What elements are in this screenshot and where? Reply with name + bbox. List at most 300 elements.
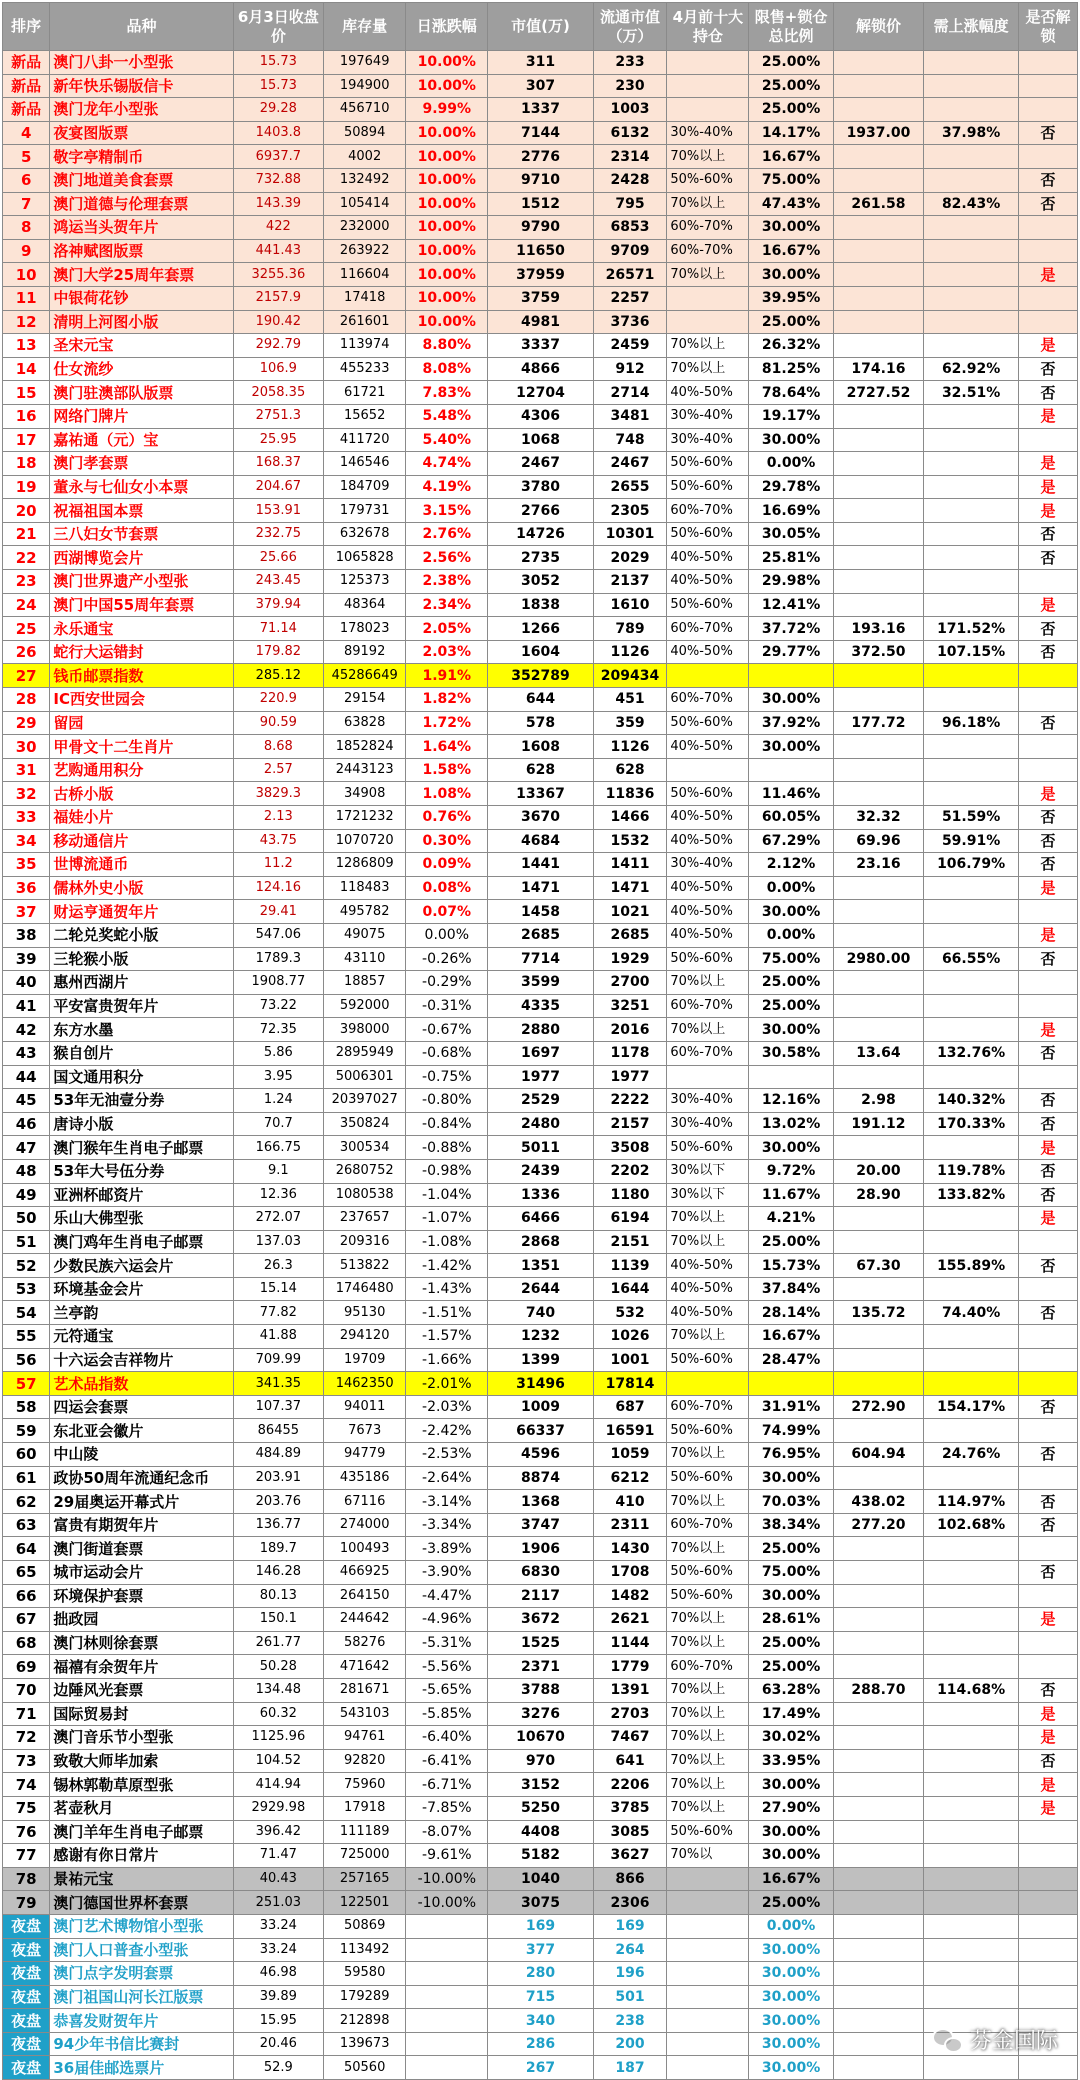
cell-name: 洛神赋图版票: [50, 239, 233, 263]
cell-name: 鸿运当头贺年片: [50, 216, 233, 240]
header-need-rise: 需上涨幅度: [924, 3, 1019, 51]
cell-ratio: 30.00%: [749, 900, 833, 924]
cell-float-mcap: 16591: [593, 1419, 667, 1443]
cell-close: 12.36: [233, 1183, 324, 1207]
cell-unlock-price: [833, 1561, 924, 1585]
cell-need-rise: [924, 1136, 1019, 1160]
cell-float-mcap: 3481: [593, 404, 667, 428]
cell-close: 189.7: [233, 1537, 324, 1561]
cell-unlocked: [1018, 1938, 1077, 1962]
table-row: [3, 499, 1078, 523]
cell-stock: 2680752: [324, 1159, 406, 1183]
cell-rank: 54: [3, 1301, 50, 1325]
cell-holding: 30%-40%: [667, 1112, 749, 1136]
cell-close: 6937.7: [233, 145, 324, 169]
cell-rank: 46: [3, 1112, 50, 1136]
cell-unlock-price: [833, 428, 924, 452]
cell-unlocked: 否: [1018, 1513, 1077, 1537]
cell-change: 4.19%: [406, 475, 488, 499]
cell-unlock-price: 2980.00: [833, 947, 924, 971]
table-row: [3, 617, 1078, 641]
cell-mcap: 2880: [488, 1018, 593, 1042]
cell-name: 永乐通宝: [50, 617, 233, 641]
cell-change: 1.64%: [406, 735, 488, 759]
cell-ratio: 25.81%: [749, 546, 833, 570]
cell-holding: 50%-60%: [667, 1820, 749, 1844]
cell-rank: 38: [3, 923, 50, 947]
cell-need-rise: [924, 1938, 1019, 1962]
cell-unlock-price: [833, 1419, 924, 1443]
table-header: [3, 3, 1078, 51]
cell-need-rise: [924, 758, 1019, 782]
cell-mcap: 3075: [488, 1891, 593, 1915]
table-row: [3, 1112, 1078, 1136]
cell-ratio: 76.95%: [749, 1443, 833, 1467]
cell-rank: 44: [3, 1065, 50, 1089]
table-row: [3, 1089, 1078, 1113]
cell-unlocked: [1018, 735, 1077, 759]
cell-ratio: 25.00%: [749, 1537, 833, 1561]
cell-stock: 179289: [324, 1985, 406, 2009]
cell-float-mcap: 410: [593, 1490, 667, 1514]
cell-close: 484.89: [233, 1443, 324, 1467]
cell-unlock-price: [833, 688, 924, 712]
cell-change: 10.00%: [406, 263, 488, 287]
cell-close: 107.37: [233, 1395, 324, 1419]
cell-stock: 17418: [324, 286, 406, 310]
cell-holding: 70%以上: [667, 1490, 749, 1514]
cell-holding: 40%-50%: [667, 829, 749, 853]
table-row: [3, 1962, 1078, 1986]
cell-unlock-price: [833, 404, 924, 428]
cell-float-mcap: 912: [593, 357, 667, 381]
cell-float-mcap: 187: [593, 2056, 667, 2080]
cell-ratio: 28.61%: [749, 1608, 833, 1632]
cell-ratio: 16.69%: [749, 499, 833, 523]
cell-float-mcap: 1929: [593, 947, 667, 971]
cell-float-mcap: 1178: [593, 1041, 667, 1065]
cell-name: 世博流通币: [50, 853, 233, 877]
cell-rank: 8: [3, 216, 50, 240]
cell-need-rise: [924, 688, 1019, 712]
cell-change: 7.83%: [406, 381, 488, 405]
cell-holding: [667, 1372, 749, 1396]
cell-float-mcap: 6212: [593, 1466, 667, 1490]
cell-change: 10.00%: [406, 168, 488, 192]
cell-unlocked: 否: [1018, 806, 1077, 830]
cell-unlocked: [1018, 1820, 1077, 1844]
cell-mcap: 1368: [488, 1490, 593, 1514]
cell-unlocked: 否: [1018, 711, 1077, 735]
cell-float-mcap: 238: [593, 2009, 667, 2033]
cell-name: 29届奥运开幕式片: [50, 1490, 233, 1514]
cell-mcap: 3780: [488, 475, 593, 499]
cell-ratio: 30.00%: [749, 2056, 833, 2080]
cell-ratio: 28.47%: [749, 1348, 833, 1372]
cell-name: 少数民族六运会片: [50, 1254, 233, 1278]
cell-stock: 105414: [324, 192, 406, 216]
cell-need-rise: [924, 168, 1019, 192]
cell-unlock-price: [833, 51, 924, 75]
cell-close: 1908.77: [233, 971, 324, 995]
cell-mcap: 1604: [488, 640, 593, 664]
cell-close: 243.45: [233, 570, 324, 594]
cell-unlocked: [1018, 1065, 1077, 1089]
cell-unlock-price: [833, 593, 924, 617]
cell-unlocked: 是: [1018, 876, 1077, 900]
cell-unlock-price: [833, 1348, 924, 1372]
cell-close: 70.7: [233, 1112, 324, 1136]
cell-unlocked: 否: [1018, 947, 1077, 971]
cell-name: 亚洲杯邮资片: [50, 1183, 233, 1207]
cell-float-mcap: 3736: [593, 310, 667, 334]
cell-rank: 33: [3, 806, 50, 830]
cell-unlocked: [1018, 1867, 1077, 1891]
cell-need-rise: [924, 900, 1019, 924]
cell-stock: 113492: [324, 1938, 406, 1962]
cell-name: 环境保护套票: [50, 1584, 233, 1608]
cell-stock: 471642: [324, 1655, 406, 1679]
cell-float-mcap: 11836: [593, 782, 667, 806]
cell-rank: 夜盘: [3, 1914, 50, 1938]
cell-unlocked: [1018, 1325, 1077, 1349]
cell-change: -1.51%: [406, 1301, 488, 1325]
cell-unlock-price: [833, 1230, 924, 1254]
cell-rank: 17: [3, 428, 50, 452]
cell-unlocked: [1018, 570, 1077, 594]
cell-holding: 30%-40%: [667, 428, 749, 452]
header-ratio: 限售+锁仓总比例: [749, 3, 833, 51]
cell-need-rise: [924, 1372, 1019, 1396]
cell-need-rise: 114.97%: [924, 1490, 1019, 1514]
cell-unlocked: [1018, 1230, 1077, 1254]
cell-need-rise: 32.51%: [924, 381, 1019, 405]
cell-holding: 70%以上: [667, 1678, 749, 1702]
cell-ratio: 25.00%: [749, 1655, 833, 1679]
cell-stock: 1746480: [324, 1277, 406, 1301]
cell-change: -3.89%: [406, 1537, 488, 1561]
cell-holding: 60%-70%: [667, 1395, 749, 1419]
cell-name: 夜宴图版票: [50, 121, 233, 145]
cell-stock: 100493: [324, 1537, 406, 1561]
header-unlocked: 是否解锁: [1018, 3, 1077, 51]
table-row: [3, 2032, 1078, 2056]
cell-rank: 59: [3, 1419, 50, 1443]
cell-rank: 20: [3, 499, 50, 523]
cell-need-rise: 37.98%: [924, 121, 1019, 145]
table-row: [3, 168, 1078, 192]
cell-change: [406, 2009, 488, 2033]
cell-name: 圣宋元宝: [50, 334, 233, 358]
cell-unlocked: 否: [1018, 1678, 1077, 1702]
cell-mcap: 1040: [488, 1867, 593, 1891]
cell-name: 仕女流纱: [50, 357, 233, 381]
cell-stock: 95130: [324, 1301, 406, 1325]
cell-float-mcap: 1482: [593, 1584, 667, 1608]
cell-rank: 49: [3, 1183, 50, 1207]
cell-name: 53年无油壹分券: [50, 1089, 233, 1113]
cell-close: 179.82: [233, 640, 324, 664]
cell-rank: 23: [3, 570, 50, 594]
cell-change: 8.08%: [406, 357, 488, 381]
cell-holding: 50%-60%: [667, 1348, 749, 1372]
cell-change: -2.64%: [406, 1466, 488, 1490]
cell-change: [406, 1985, 488, 2009]
cell-stock: 1080538: [324, 1183, 406, 1207]
cell-close: 232.75: [233, 522, 324, 546]
cell-stock: 257165: [324, 1867, 406, 1891]
cell-mcap: 1266: [488, 617, 593, 641]
header-unlock-price: 解锁价: [833, 3, 924, 51]
cell-mcap: 377: [488, 1938, 593, 1962]
cell-change: 10.00%: [406, 310, 488, 334]
cell-ratio: 30.00%: [749, 1773, 833, 1797]
cell-close: 39.89: [233, 1985, 324, 2009]
cell-unlock-price: 193.16: [833, 617, 924, 641]
cell-need-rise: [924, 310, 1019, 334]
cell-holding: 70%以上: [667, 334, 749, 358]
cell-holding: 70%以上: [667, 357, 749, 381]
cell-need-rise: [924, 1773, 1019, 1797]
cell-unlock-price: 1937.00: [833, 121, 924, 145]
table-row: [3, 1773, 1078, 1797]
cell-unlocked: 否: [1018, 853, 1077, 877]
cell-need-rise: [924, 1844, 1019, 1868]
cell-rank: 68: [3, 1631, 50, 1655]
cell-mcap: 9710: [488, 168, 593, 192]
cell-unlock-price: [833, 145, 924, 169]
cell-stock: 1721232: [324, 806, 406, 830]
table-row: [3, 1820, 1078, 1844]
cell-rank: 62: [3, 1490, 50, 1514]
cell-unlocked: 是: [1018, 1702, 1077, 1726]
cell-mcap: 1838: [488, 593, 593, 617]
wechat-icon: [932, 2028, 962, 2052]
cell-float-mcap: 2029: [593, 546, 667, 570]
cell-close: 5.86: [233, 1041, 324, 1065]
cell-float-mcap: 866: [593, 1867, 667, 1891]
cell-unlock-price: 67.30: [833, 1254, 924, 1278]
cell-ratio: 28.14%: [749, 1301, 833, 1325]
cell-change: 5.48%: [406, 404, 488, 428]
cell-mcap: 715: [488, 1985, 593, 2009]
cell-holding: 60%-70%: [667, 688, 749, 712]
cell-stock: 122501: [324, 1891, 406, 1915]
cell-unlock-price: 288.70: [833, 1678, 924, 1702]
cell-rank: 60: [3, 1443, 50, 1467]
cell-unlocked: [1018, 1584, 1077, 1608]
cell-change: -1.57%: [406, 1325, 488, 1349]
table-row: [3, 1230, 1078, 1254]
cell-holding: 50%-60%: [667, 475, 749, 499]
cell-need-rise: [924, 1277, 1019, 1301]
cell-ratio: 25.00%: [749, 1891, 833, 1915]
table-row: [3, 2009, 1078, 2033]
cell-need-rise: 96.18%: [924, 711, 1019, 735]
cell-holding: 60%-70%: [667, 617, 749, 641]
table-row: [3, 1018, 1078, 1042]
header-mcap: 市值(万): [488, 3, 593, 51]
cell-change: 2.56%: [406, 546, 488, 570]
cell-ratio: 30.00%: [749, 688, 833, 712]
cell-name: 澳门人口普查小型张: [50, 1938, 233, 1962]
cell-float-mcap: 1059: [593, 1443, 667, 1467]
cell-close: 261.77: [233, 1631, 324, 1655]
cell-need-rise: [924, 1726, 1019, 1750]
cell-need-rise: [924, 2056, 1019, 2080]
cell-ratio: 67.29%: [749, 829, 833, 853]
cell-mcap: 4684: [488, 829, 593, 853]
cell-need-rise: 24.76%: [924, 1443, 1019, 1467]
cell-close: 153.91: [233, 499, 324, 523]
cell-ratio: 14.17%: [749, 121, 833, 145]
cell-change: -0.26%: [406, 947, 488, 971]
cell-rank: 24: [3, 593, 50, 617]
header-stock: 库存量: [324, 3, 406, 51]
table-row: [3, 853, 1078, 877]
cell-rank: 29: [3, 711, 50, 735]
cell-holding: 50%-60%: [667, 522, 749, 546]
cell-close: 15.73: [233, 51, 324, 75]
cell-need-rise: [924, 522, 1019, 546]
cell-name: 澳门鸡年生肖电子邮票: [50, 1230, 233, 1254]
table-row: [3, 1183, 1078, 1207]
cell-need-rise: [924, 1631, 1019, 1655]
table-row: [3, 1891, 1078, 1915]
cell-close: 168.37: [233, 452, 324, 476]
cell-ratio: 29.98%: [749, 570, 833, 594]
cell-close: 1.24: [233, 1089, 324, 1113]
cell-rank: 48: [3, 1159, 50, 1183]
cell-unlock-price: [833, 876, 924, 900]
cell-rank: 36: [3, 876, 50, 900]
table-row: [3, 334, 1078, 358]
cell-close: 80.13: [233, 1584, 324, 1608]
cell-close: 3.95: [233, 1065, 324, 1089]
cell-stock: 132492: [324, 168, 406, 192]
cell-close: 104.52: [233, 1749, 324, 1773]
cell-unlocked: 是: [1018, 263, 1077, 287]
cell-change: 10.00%: [406, 239, 488, 263]
cell-name: 东方水墨: [50, 1018, 233, 1042]
cell-unlock-price: 135.72: [833, 1301, 924, 1325]
cell-name: 城市运动会片: [50, 1561, 233, 1585]
cell-mcap: 2868: [488, 1230, 593, 1254]
cell-rank: 72: [3, 1726, 50, 1750]
cell-mcap: 1337: [488, 98, 593, 122]
cell-need-rise: 154.17%: [924, 1395, 1019, 1419]
cell-name: 澳门中国55周年套票: [50, 593, 233, 617]
cell-rank: 39: [3, 947, 50, 971]
cell-unlocked: [1018, 1914, 1077, 1938]
cell-rank: 16: [3, 404, 50, 428]
cell-unlock-price: [833, 1537, 924, 1561]
table-row: [3, 1372, 1078, 1396]
cell-float-mcap: 1001: [593, 1348, 667, 1372]
table-row: [3, 593, 1078, 617]
cell-stock: 398000: [324, 1018, 406, 1042]
cell-change: -4.47%: [406, 1584, 488, 1608]
cell-holding: 70%以上: [667, 1230, 749, 1254]
cell-unlock-price: [833, 452, 924, 476]
cell-holding: 50%-60%: [667, 1136, 749, 1160]
cell-mcap: 1399: [488, 1348, 593, 1372]
cell-need-rise: [924, 334, 1019, 358]
cell-float-mcap: 2467: [593, 452, 667, 476]
cell-holding: 40%-50%: [667, 1301, 749, 1325]
cell-close: 441.43: [233, 239, 324, 263]
cell-float-mcap: 2655: [593, 475, 667, 499]
cell-name: 澳门街道套票: [50, 1537, 233, 1561]
table-row: [3, 522, 1078, 546]
cell-holding: [667, 664, 749, 688]
table-body: [3, 51, 1078, 2080]
cell-need-rise: 66.55%: [924, 947, 1019, 971]
cell-float-mcap: 1708: [593, 1561, 667, 1585]
cell-name: 财运亨通贺年片: [50, 900, 233, 924]
cell-change: -5.85%: [406, 1702, 488, 1726]
cell-unlocked: 否: [1018, 357, 1077, 381]
cell-close: 272.07: [233, 1207, 324, 1231]
cell-name: 中山陵: [50, 1443, 233, 1467]
cell-change: 1.08%: [406, 782, 488, 806]
cell-float-mcap: 2314: [593, 145, 667, 169]
cell-name: 澳门世界遗产小型张: [50, 570, 233, 594]
cell-change: -0.29%: [406, 971, 488, 995]
cell-close: 251.03: [233, 1891, 324, 1915]
cell-float-mcap: 2311: [593, 1513, 667, 1537]
cell-unlock-price: [833, 1985, 924, 2009]
cell-name: 唐诗小版: [50, 1112, 233, 1136]
cell-rank: 新品: [3, 74, 50, 98]
cell-stock: 15652: [324, 404, 406, 428]
cell-ratio: 30.00%: [749, 428, 833, 452]
cell-close: 77.82: [233, 1301, 324, 1325]
cell-rank: 21: [3, 522, 50, 546]
cell-rank: 56: [3, 1348, 50, 1372]
cell-ratio: 16.67%: [749, 145, 833, 169]
cell-ratio: [749, 758, 833, 782]
cell-close: 15.95: [233, 2009, 324, 2033]
cell-unlock-price: [833, 1277, 924, 1301]
cell-holding: [667, 1962, 749, 1986]
cell-unlock-price: 604.94: [833, 1443, 924, 1467]
cell-need-rise: [924, 98, 1019, 122]
cell-stock: 1852824: [324, 735, 406, 759]
cell-holding: [667, 1985, 749, 2009]
table-row: [3, 947, 1078, 971]
cell-unlocked: [1018, 98, 1077, 122]
cell-mcap: 6466: [488, 1207, 593, 1231]
cell-stock: 17918: [324, 1796, 406, 1820]
cell-name: 36届佳邮选票片: [50, 2056, 233, 2080]
cell-holding: 70%以上: [667, 1608, 749, 1632]
cell-need-rise: [924, 404, 1019, 428]
cell-stock: 632678: [324, 522, 406, 546]
cell-close: 29.28: [233, 98, 324, 122]
cell-close: 134.48: [233, 1678, 324, 1702]
cell-stock: 63828: [324, 711, 406, 735]
cell-mcap: 1441: [488, 853, 593, 877]
cell-close: 732.88: [233, 168, 324, 192]
cell-close: 285.12: [233, 664, 324, 688]
cell-unlock-price: [833, 74, 924, 98]
cell-rank: 58: [3, 1395, 50, 1419]
cell-name: 澳门猴年生肖电子邮票: [50, 1136, 233, 1160]
cell-ratio: 25.00%: [749, 994, 833, 1018]
cell-holding: 60%-70%: [667, 216, 749, 240]
cell-unlocked: [1018, 1844, 1077, 1868]
